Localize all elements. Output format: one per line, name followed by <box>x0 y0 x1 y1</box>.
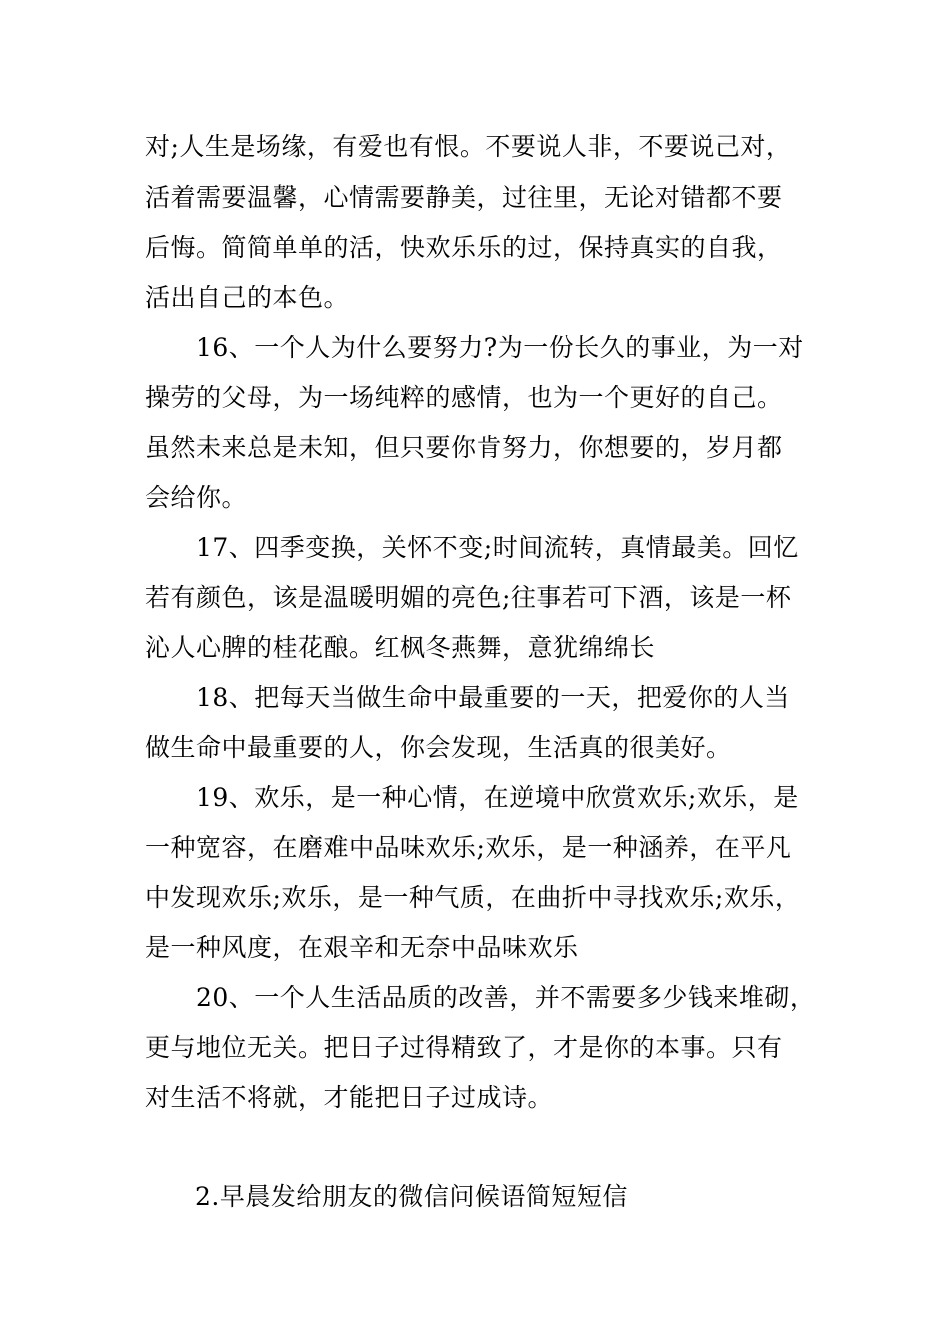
paragraph-line: 操劳的父母，为一场纯粹的感情，也为一个更好的自己。 <box>145 383 783 412</box>
paragraph-line: 若有颜色，该是温暖明媚的亮色;往事若可下酒，该是一杯 <box>145 583 792 612</box>
paragraph-line: 17、四季变换，关怀不变;时间流转，真情最美。回忆 <box>196 533 799 562</box>
paragraph-line: 虽然未来总是未知，但只要你肯努力，你想要的，岁月都 <box>145 433 783 462</box>
paragraph-line: 16、一个人为什么要努力?为一份长久的事业，为一对 <box>196 333 804 362</box>
paragraph-line: 后悔。简简单单的活，快欢乐乐的过，保持真实的自我， <box>145 233 783 262</box>
paragraph-line: 对;人生是场缘，有爱也有恨。不要说人非，不要说己对， <box>145 132 792 161</box>
section-heading: 2.早晨发给朋友的微信问候语简短短信 <box>195 1182 628 1211</box>
paragraph-line: 沁人心脾的桂花酿。红枫冬燕舞，意犹绵绵长 <box>145 633 656 662</box>
paragraph-line: 做生命中最重要的人，你会发现，生活真的很美好。 <box>145 733 732 762</box>
paragraph-line: 是一种风度，在艰辛和无奈中品味欢乐 <box>145 933 579 962</box>
paragraph-line: 活着需要温馨，心情需要静美，过往里，无论对错都不要 <box>145 183 783 212</box>
paragraph-line: 会给你。 <box>145 483 248 512</box>
paragraph-line: 18、把每天当做生命中最重要的一天，把爱你的人当 <box>196 683 790 712</box>
paragraph-line: 20、一个人生活品质的改善，并不需要多少钱来堆砌， <box>196 983 816 1012</box>
paragraph-line: 中发现欢乐;欢乐，是一种气质，在曲折中寻找欢乐;欢乐， <box>145 883 801 912</box>
paragraph-line: 19、欢乐，是一种心情，在逆境中欣赏欢乐;欢乐，是 <box>196 783 799 812</box>
paragraph-line: 对生活不将就，才能把日子过成诗。 <box>145 1083 554 1112</box>
paragraph-line: 活出自己的本色。 <box>145 283 350 312</box>
paragraph-line: 更与地位无关。把日子过得精致了，才是你的本事。只有 <box>145 1033 783 1062</box>
paragraph-line: 一种宽容，在磨难中品味欢乐;欢乐，是一种涵养，在平凡 <box>145 833 792 862</box>
